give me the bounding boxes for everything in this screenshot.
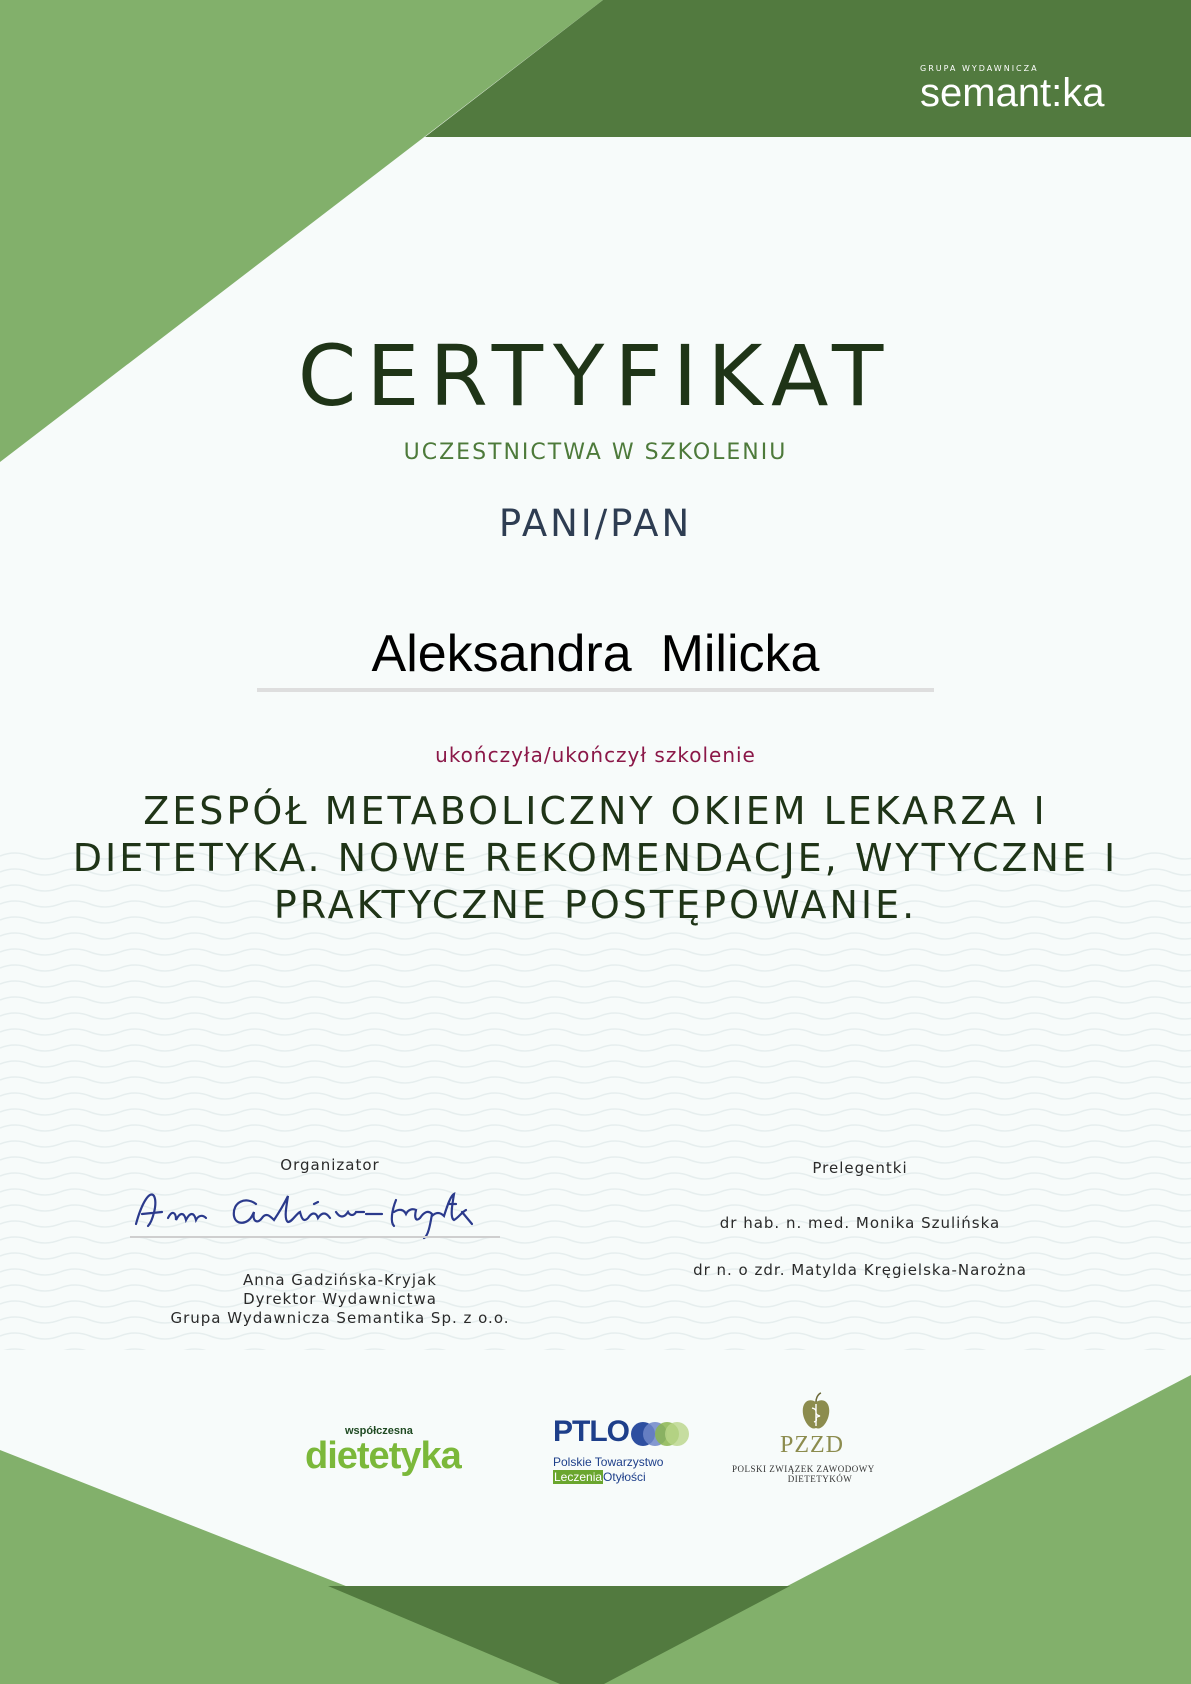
organizer-name: Anna Gadzińska-Kryjak: [243, 1271, 437, 1289]
ptlo-logo-line2: [553, 1470, 646, 1484]
ptlo-logo: [553, 1415, 693, 1487]
salutation: PANI/PAN: [498, 502, 693, 545]
pzzd-logo-abbr: PZZD: [780, 1432, 844, 1458]
speaker-name-2: dr n. o zdr. Matylda Kręgielska-Narożna: [693, 1261, 1027, 1279]
ptlo-logo-abbr: PTLO: [553, 1415, 629, 1448]
certificate-subtitle: UCZESTNICTWA W SZKOLENIU: [403, 440, 788, 465]
signature-line: [130, 1236, 500, 1238]
certificate-title: CERTYFIKAT: [297, 327, 894, 425]
logo-brand: semant:ka: [920, 71, 1105, 115]
name-underline: [257, 688, 934, 692]
organizer-label: Organizator: [280, 1156, 380, 1174]
course-title: ZESPÓŁ METABOLICZNY OKIEM LEKARZA I DIETETYKA. NOWE REKOMENDACJE, WYTYCZNE I PRAKTYCZNE POSTĘPOWANIE.: [72, 789, 1119, 927]
organizer-details: [130, 1271, 550, 1328]
organizer-signature: [128, 1182, 506, 1240]
speaker-name-1: dr hab. n. med. Monika Szulińska: [719, 1214, 1001, 1232]
pzzd-logo-line1: POLSKI ZWIĄZEK ZAWODOWY: [732, 1464, 875, 1474]
speakers-label: Prelegentki: [812, 1159, 908, 1177]
ptlo-circles-icon: [631, 1419, 691, 1449]
ptlo-logo-rest: Otyłości: [603, 1470, 646, 1484]
ptlo-logo-line1: Polskie Towarzystwo: [553, 1455, 664, 1469]
participant-name: Aleksandra Milicka: [371, 625, 820, 683]
pzzd-logo: [730, 1390, 910, 1490]
apple-caduceus-icon: [800, 1392, 832, 1432]
organizer-company: Grupa Wydawnicza Semantika Sp. z o.o.: [170, 1309, 510, 1327]
dietetyka-logo-top: współczesna: [345, 1425, 413, 1437]
dietetyka-logo-main: dietetyka: [305, 1435, 461, 1477]
dietetyka-logo: [305, 1425, 505, 1485]
semantika-logo: [920, 64, 1150, 113]
pzzd-logo-line2: DIETETYKÓW: [787, 1474, 853, 1484]
ptlo-logo-highlight: Leczenia: [554, 1470, 603, 1484]
logo-kicker: GRUPA WYDAWNICZA: [920, 64, 1039, 73]
completed-text: ukończyła/ukończył szkolenie: [435, 743, 756, 767]
organizer-position: Dyrektor Wydawnictwa: [243, 1290, 437, 1308]
